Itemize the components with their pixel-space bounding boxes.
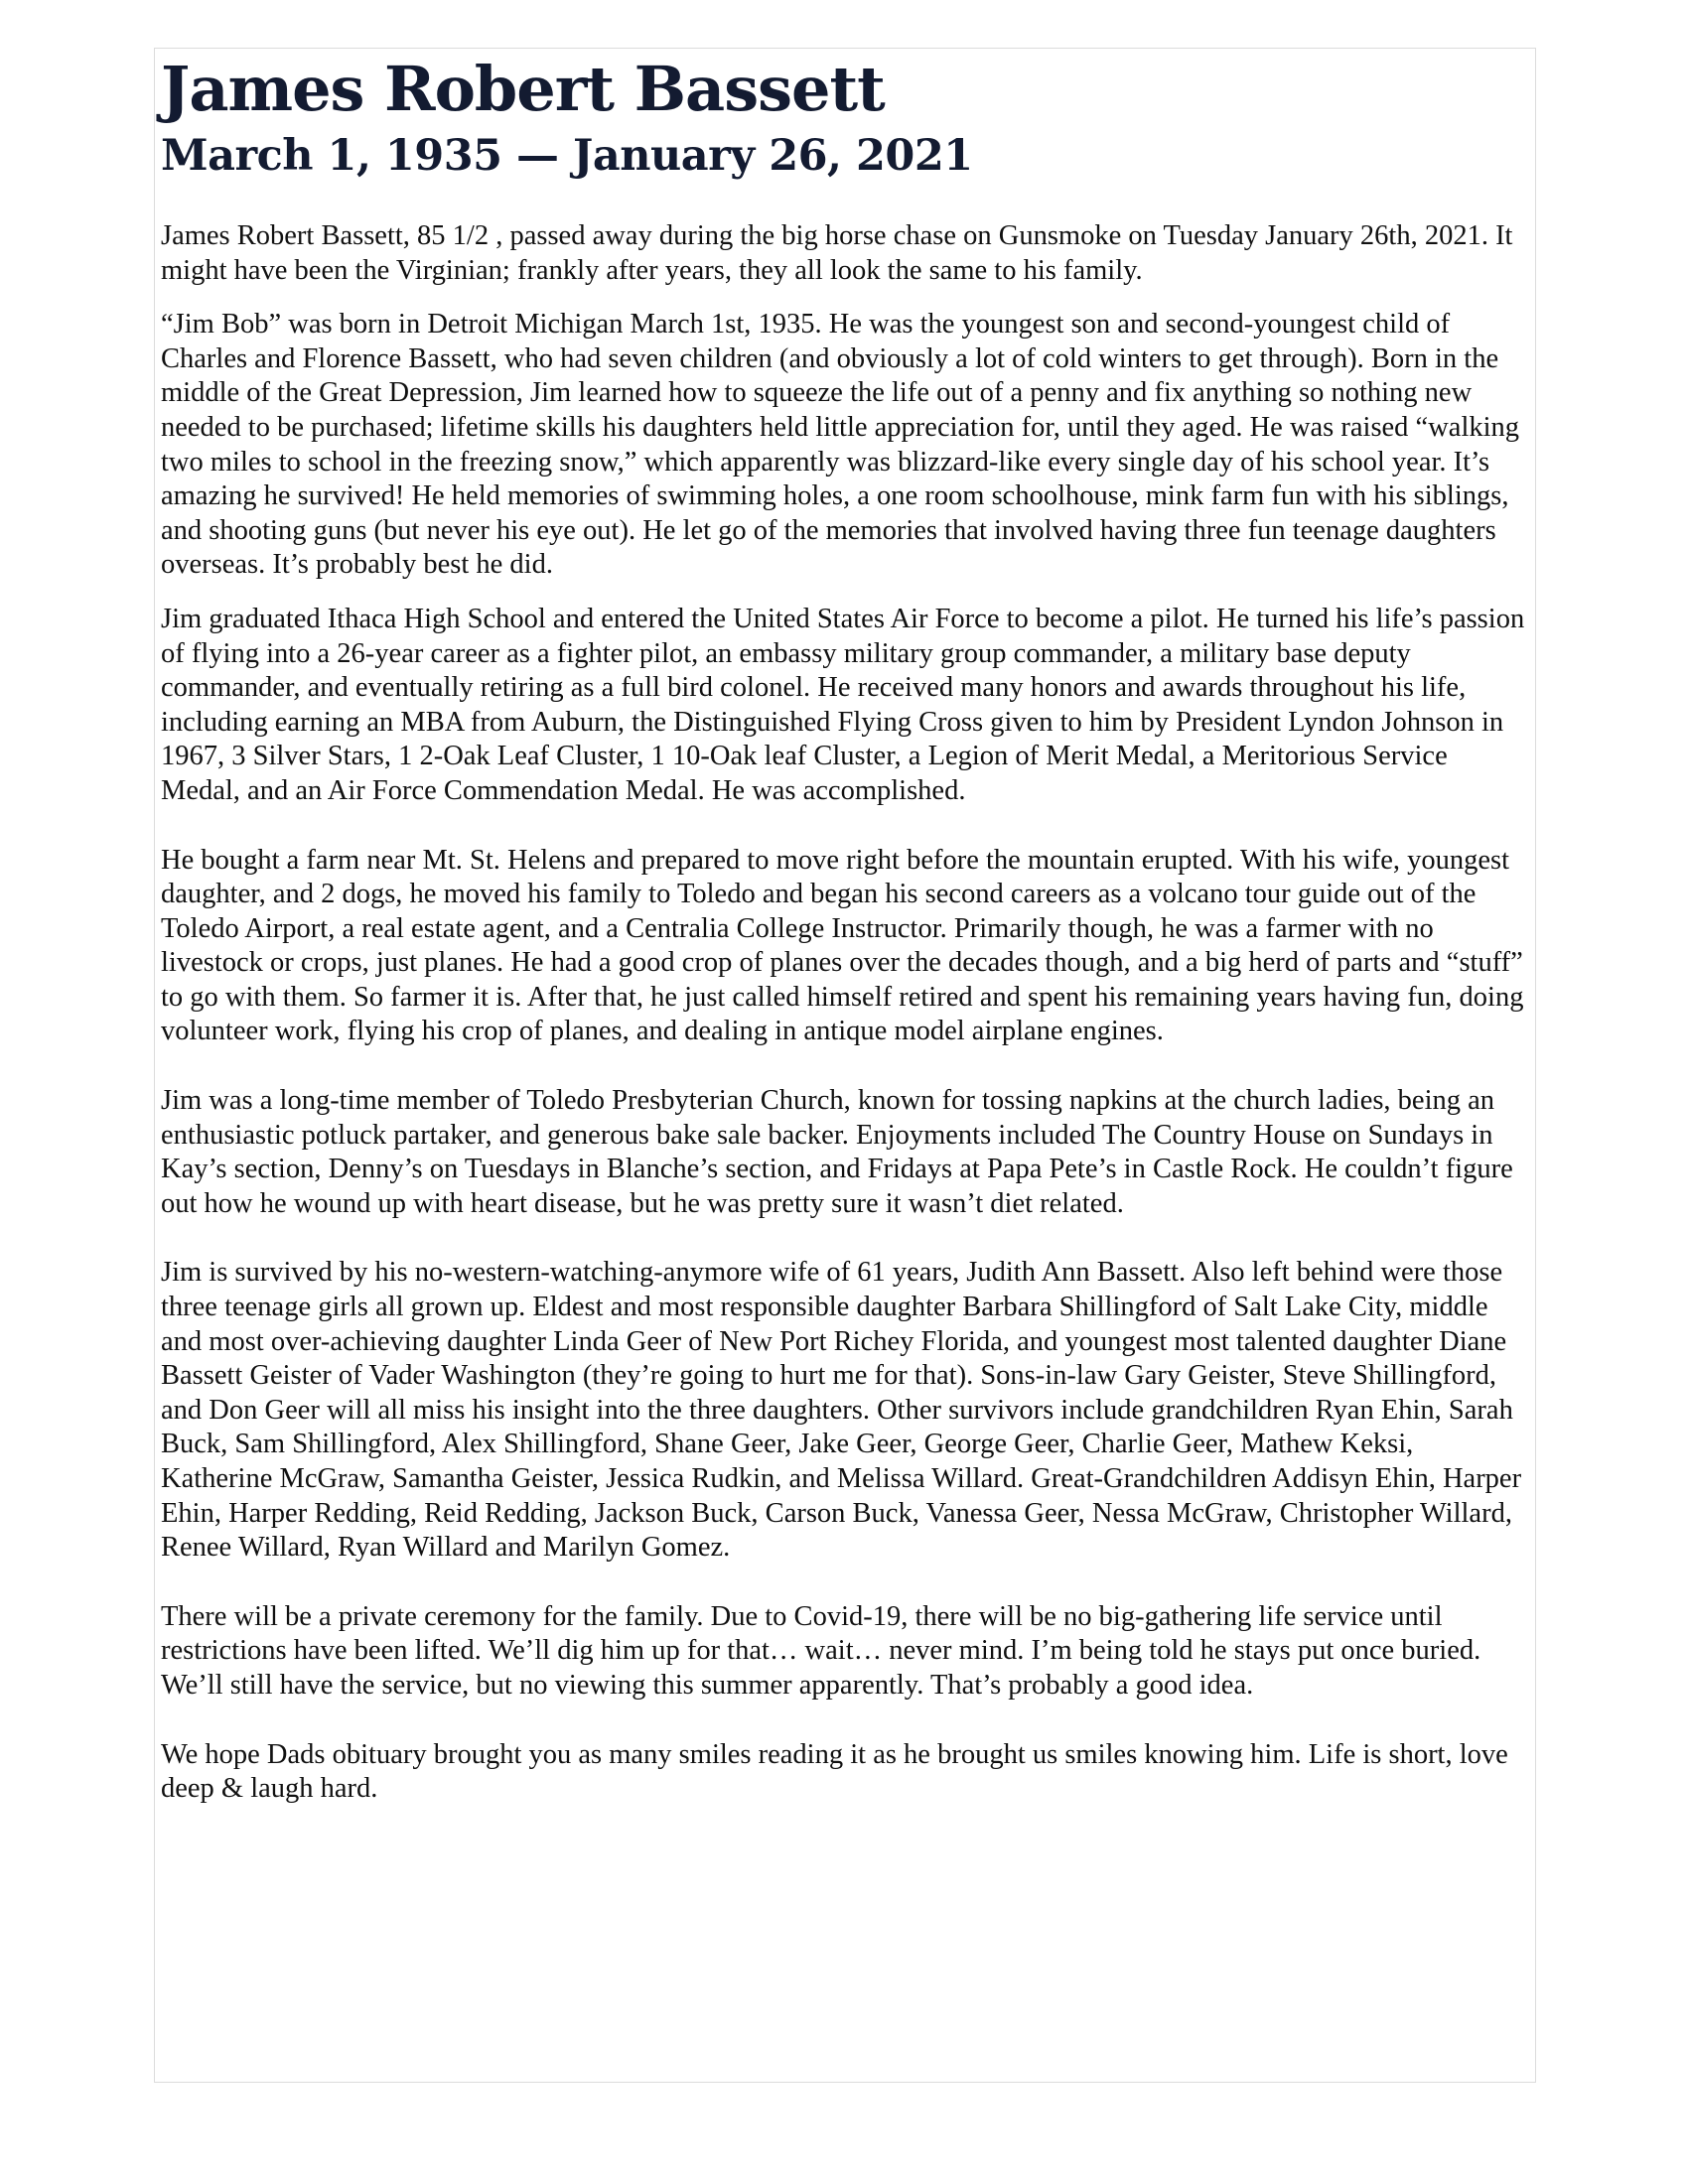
paragraph-military-career: Jim graduated Ithaca High School and entered the United States Air Force to become a pilot. He turned his life’s passion of flying into a 26-year career as a fighter pilot, an embassy military group commander, a military base deputy commander, and eventually retiring as a full bird colonel. He received many honors and awards throughout his life, including earning an MBA from Auburn, the Distinguished Flying Cross given to him by President Lyndon Johnson in 1967, 3 Silver Stars, 1 2-Oak Leaf Cluster, 1 10-Oak leaf Cluster, a Legion of Merit Medal, a Meritorious Service Medal, and an Air Force Commendation Medal. He was accomplished.	[161, 603, 1525, 806]
paragraph-church-and-enjoyments: Jim was a long-time member of Toledo Presbyterian Church, known for tossing napkins at the church ladies, being an enthusiastic potluck partaker, and generous bake sale backer. Enjoyments included The Country House on Sundays in Kay’s section, Denny’s on Tuesdays in Blanche’s section, and Fridays at Papa Pete’s in Castle Rock. He couldn’t figure out how he wound up with heart disease, but he was pretty sure it wasn’t diet related.	[161, 1085, 1513, 1219]
obituary-dates-heading: March 1, 1935 — January 26, 2021	[161, 131, 973, 181]
paragraph-farm-and-careers: He bought a farm near Mt. St. Helens and prepared to move right before the mountain erupted. With his wife, youngest daughter, and 2 dogs, he moved his family to Toledo and began his second careers as a volcano tour guide out of the Toledo Airport, a real estate agent, and a Centralia College Instructor. Primarily though, he was a farmer with no livestock or crops, just planes. He had a good crop of planes over the decades though, and a big herd of parts and “stuff” to go with them. So farmer it is. After that, he just called himself retired and spent his remaining years having fun, doing volunteer work, flying his crop of planes, and dealing in antique model airplane engines.	[161, 844, 1524, 1047]
paragraph-service: There will be a private ceremony for the family. Due to Covid-19, there will be no big-gathering life service until restrictions have been lifted. We’ll dig him up for that… wait… never mind. I’m being told he stays put once buried. We’ll still have the service, but no viewing this summer apparently. That’s probably a good idea.	[161, 1600, 1481, 1701]
obituary-document	[161, 52, 1531, 1807]
paragraph-closing: We hope Dads obituary brought you as many smiles reading it as he brought us smiles knowing him. Life is short, love deep & laugh hard.	[161, 1738, 1508, 1805]
paragraph-childhood: “Jim Bob” was born in Detroit Michigan March 1st, 1935. He was the youngest son and second-youngest child of Charles and Florence Bassett, who had seven children (and obviously a lot of cold winters to get through). Born in the middle of the Great Depression, Jim learned how to squeeze the life out of a penny and fix anything so nothing new needed to be purchased; lifetime skills his daughters held little appreciation for, until they aged. He was raised “walking two miles to school in the freezing snow,” which apparently was blizzard-like every single day of his school year. It’s amazing he survived! He held memories of swimming holes, a one room schoolhouse, mink farm fun with his siblings, and shooting guns (but never his eye out). He let go of the memories that involved having three fun teenage daughters overseas. It’s probably best he did.	[161, 309, 1520, 581]
paragraph-passing: James Robert Bassett, 85 1/2 , passed away during the big horse chase on Gunsmoke on Tuesday January 26th, 2021. It might have been the Virginian; frankly after years, they all look the same to his family.	[161, 220, 1513, 286]
paragraph-survivors: Jim is survived by his no-western-watching-anymore wife of 61 years, Judith Ann Bassett. Also left behind were those three teenage girls all grown up. Eldest and most responsible daughter Barbara Shillingford of Salt Lake City, middle and most over-achieving daughter Linda Geer of New Port Richey Florida, and youngest most talented daughter Diane Bassett Geister of Vader Washington (they’re going to hurt me for that). Sons-in-law Gary Geister, Steve Shillingford, and Don Geer will all miss his insight into the three daughters. Other survivors include grandchildren Ryan Ehin, Sarah Buck, Sam Shillingford, Alex Shillingford, Shane Geer, Jake Geer, George Geer, Charlie Geer, Mathew Keksi, Katherine McGraw, Samantha Geister, Jessica Rudkin, and Melissa Willard. Great-Grandchildren Addisyn Ehin, Harper Ehin, Harper Redding, Reid Redding, Jackson Buck, Carson Buck, Vanessa Geer, Nessa McGraw, Christopher Willard, Renee Willard, Ryan Willard and Marilyn Gomez.	[161, 1257, 1522, 1564]
obituary-name-heading: James Robert Bassett	[161, 53, 885, 125]
